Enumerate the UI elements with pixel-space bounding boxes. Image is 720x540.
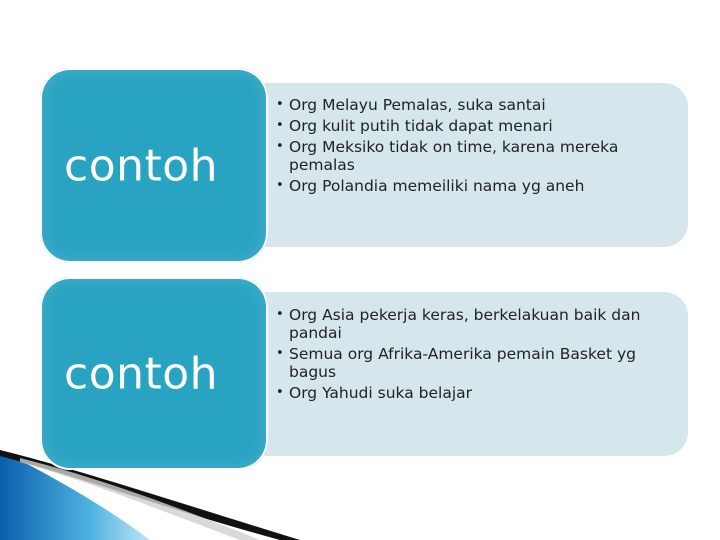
bullet-panel xyxy=(262,292,688,456)
bullet-item: • Org Yahudi suka belajar xyxy=(276,384,473,402)
tile-label: contoh xyxy=(64,348,219,399)
bullet-item: • Org Meksiko tidak on time, karena mereka pemalas xyxy=(276,138,619,174)
bullet-item: • Org kulit putih tidak dapat menari xyxy=(276,117,553,135)
bullet-item: • Semua org Afrika-Amerika pemain Basket yg bagus xyxy=(276,345,636,381)
contoh-tile xyxy=(40,68,268,263)
tile-label: contoh xyxy=(64,140,219,191)
bullet-panel xyxy=(262,83,688,247)
bullet-list xyxy=(276,306,672,405)
contoh-tile xyxy=(40,277,268,470)
bullet-item: • Org Polandia memeiliki nama yg aneh xyxy=(276,177,585,195)
example-row-2 xyxy=(40,277,688,470)
bullet-list xyxy=(276,96,672,198)
bullet-item: • Org Melayu Pemalas, suka santai xyxy=(276,96,546,114)
example-row-1 xyxy=(40,68,688,263)
bullet-item: • Org Asia pekerja keras, berkelakuan baik dan pandai xyxy=(276,306,641,342)
